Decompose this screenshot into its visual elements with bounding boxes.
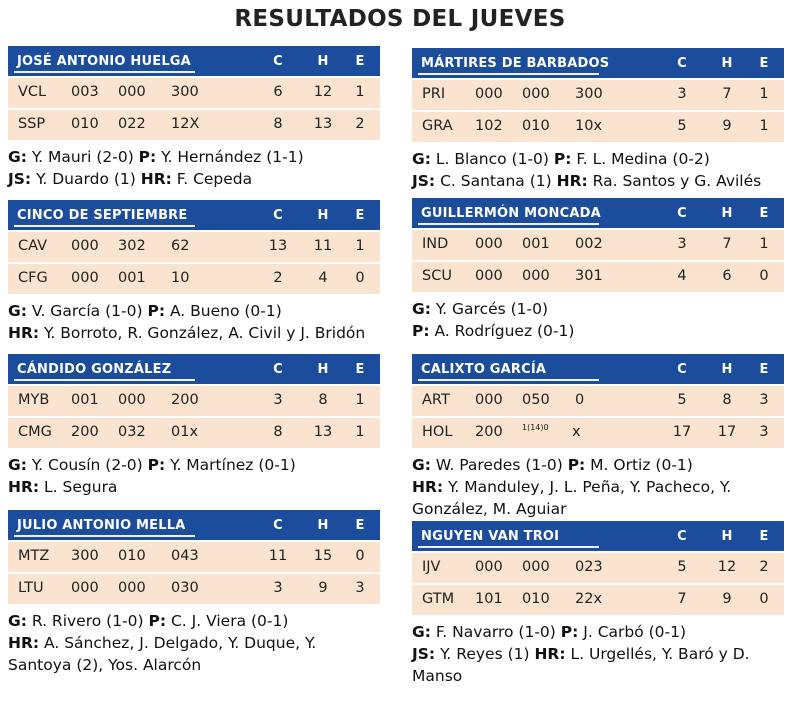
note-text: M. Ortiz (0-1)	[585, 456, 693, 474]
score-row	[412, 230, 784, 260]
errors-column-header: E	[355, 54, 365, 69]
runs-value: 13	[268, 238, 288, 254]
innings-1-3: 000	[475, 268, 503, 284]
innings-1-3: 000	[71, 238, 99, 254]
runs-value: 4	[677, 268, 687, 284]
errors-column-header: E	[355, 518, 365, 533]
errors-value: 0	[355, 548, 365, 564]
note-text: R. Rivero (1-0)	[26, 612, 149, 630]
score-row	[8, 418, 380, 448]
note-line	[8, 654, 380, 676]
note-label: G:	[8, 148, 27, 166]
note-text: J. Carbó (0-1)	[578, 623, 687, 641]
header-underline	[14, 71, 195, 73]
hits-value: 12	[313, 84, 333, 100]
note-text: Y. Hernández (1-1)	[156, 148, 304, 166]
score-row	[412, 553, 784, 583]
errors-column-header: E	[355, 208, 365, 223]
stadium-header	[412, 521, 784, 551]
note-label: G:	[8, 302, 27, 320]
note-text: A. Rodríguez (0-1)	[429, 322, 575, 340]
stadium-header	[412, 354, 784, 384]
note-label: P:	[147, 302, 166, 320]
note-text: A. Bueno (0-1)	[165, 302, 282, 320]
note-line	[8, 476, 380, 498]
innings-4-6: 000	[118, 580, 146, 596]
runs-value: 8	[273, 116, 283, 132]
innings-1-3: 000	[475, 559, 503, 575]
note-label: P:	[138, 148, 157, 166]
header-underline	[418, 73, 599, 75]
stadium-name: GUILLERMÓN MONCADA	[421, 206, 601, 221]
note-label: P:	[412, 322, 430, 340]
team-abbr: SSP	[18, 116, 46, 132]
note-line	[412, 148, 784, 170]
note-line	[412, 621, 784, 643]
errors-value: 1	[759, 236, 769, 252]
note-text: F. Navarro (1-0)	[430, 623, 561, 641]
innings-4-6: 022	[118, 116, 146, 132]
innings-7-9: 002	[575, 236, 603, 252]
header-underline	[14, 225, 195, 227]
game-notes	[412, 621, 784, 687]
team-abbr: IJV	[422, 559, 441, 575]
innings-4-6: 010	[522, 118, 550, 134]
runs-value: 5	[677, 392, 687, 408]
innings-7-9: 300	[171, 84, 199, 100]
runs-value: 3	[273, 580, 283, 596]
hits-value: 8	[318, 392, 328, 408]
stadium-name: CINCO DE SEPTIEMBRE	[17, 208, 188, 223]
note-line	[412, 643, 784, 665]
errors-value: 1	[355, 238, 365, 254]
runs-value: 5	[677, 559, 687, 575]
errors-value: 2	[355, 116, 365, 132]
innings-1-3: 000	[71, 270, 99, 286]
note-text: L. Urgellés, Y. Baró y D.	[565, 645, 750, 663]
hits-value: 17	[717, 424, 737, 440]
note-text: V. García (1-0)	[26, 302, 148, 320]
note-label: JS:	[412, 172, 436, 190]
note-line	[8, 454, 380, 476]
innings-4-6: 000	[118, 392, 146, 408]
team-abbr: CAV	[18, 238, 48, 254]
innings-4-6: 050	[522, 392, 550, 408]
stadium-name: CALIXTO GARCÍA	[421, 362, 547, 377]
errors-value: 1	[355, 84, 365, 100]
innings-4-6: 010	[118, 548, 146, 564]
game-notes	[8, 146, 380, 190]
note-text: González, M. Aguiar	[412, 500, 567, 518]
team-abbr: MTZ	[18, 548, 50, 564]
hits-value: 7	[722, 236, 732, 252]
note-line	[412, 170, 784, 192]
stadium-header	[8, 200, 380, 230]
score-row	[412, 262, 784, 292]
innings-4-6: 000	[522, 86, 550, 102]
note-line	[8, 168, 380, 190]
innings-4-6: 302	[118, 238, 146, 254]
hits-column-header: H	[317, 518, 329, 533]
innings-1-3: 200	[71, 424, 99, 440]
innings-1-3: 000	[475, 236, 503, 252]
team-abbr: VCL	[18, 84, 47, 100]
team-abbr: ART	[422, 392, 450, 408]
game-box	[412, 48, 784, 192]
innings-7-9: 62	[171, 238, 190, 254]
note-line	[412, 498, 784, 520]
note-label: HR:	[412, 478, 444, 496]
game-box	[412, 198, 784, 342]
innings-4-6: 001	[118, 270, 146, 286]
innings-superscript: 1(14)0	[522, 423, 549, 432]
note-label: G:	[8, 612, 27, 630]
innings-4-6: 001	[522, 236, 550, 252]
game-box	[8, 46, 380, 190]
note-text: W. Paredes (1-0)	[430, 456, 568, 474]
stadium-name: CÁNDIDO GONZÁLEZ	[17, 362, 172, 377]
runs-value: 3	[677, 236, 687, 252]
innings-4-6	[522, 424, 549, 440]
stadium-header	[8, 46, 380, 76]
hits-value: 7	[722, 86, 732, 102]
runs-value: 7	[677, 591, 687, 607]
note-label: HR:	[140, 170, 172, 188]
runs-value: 5	[677, 118, 687, 134]
innings-7-9: 043	[171, 548, 199, 564]
note-text: Y. Duardo (1)	[31, 170, 141, 188]
runs-column-header: C	[273, 518, 283, 533]
hits-column-header: H	[721, 206, 733, 221]
innings-7-9: 01x	[171, 424, 199, 440]
team-abbr: HOL	[422, 424, 453, 440]
runs-column-header: C	[677, 206, 687, 221]
errors-column-header: E	[355, 362, 365, 377]
runs-value: 3	[677, 86, 687, 102]
team-abbr: CMG	[18, 424, 52, 440]
innings-4-6: 000	[118, 84, 146, 100]
note-label: G:	[412, 150, 431, 168]
innings-1-3: 003	[71, 84, 99, 100]
game-notes	[412, 298, 784, 342]
innings-1-3: 010	[71, 116, 99, 132]
innings-4-6: 000	[522, 559, 550, 575]
note-label: JS:	[412, 645, 436, 663]
runs-value: 6	[273, 84, 283, 100]
team-abbr: PRI	[422, 86, 446, 102]
team-abbr: GRA	[422, 118, 453, 134]
stadium-header	[8, 510, 380, 540]
note-label: G:	[412, 623, 431, 641]
note-text: Ra. Santos y G. Avilés	[587, 172, 762, 190]
innings-1-3: 101	[475, 591, 503, 607]
score-row	[8, 542, 380, 572]
stadium-header	[412, 198, 784, 228]
hits-column-header: H	[721, 362, 733, 377]
note-label: P:	[567, 456, 586, 474]
score-row	[412, 112, 784, 142]
errors-column-header: E	[759, 529, 769, 544]
innings-4-6: 032	[118, 424, 146, 440]
innings-4-6: 000	[522, 268, 550, 284]
hits-column-header: H	[317, 208, 329, 223]
game-notes	[8, 300, 380, 344]
hits-value: 12	[717, 559, 737, 575]
team-abbr: IND	[422, 236, 449, 252]
hits-column-header: H	[317, 54, 329, 69]
innings-7-9: 22x	[575, 591, 603, 607]
hits-value: 6	[722, 268, 732, 284]
hits-value: 15	[313, 548, 333, 564]
hits-value: 13	[313, 424, 333, 440]
team-abbr: GTM	[422, 591, 455, 607]
runs-value: 11	[268, 548, 288, 564]
header-underline	[418, 223, 599, 225]
score-row	[8, 264, 380, 294]
runs-column-header: C	[677, 529, 687, 544]
note-text: L. Segura	[39, 478, 118, 496]
note-label: P:	[147, 456, 166, 474]
score-row	[8, 110, 380, 140]
score-row	[8, 386, 380, 416]
hits-column-header: H	[721, 56, 733, 71]
note-text: Y. Cousín (2-0)	[26, 456, 148, 474]
game-box	[412, 521, 784, 687]
note-text: Y. Manduley, J. L. Peña, Y. Pacheco, Y.	[443, 478, 732, 496]
page-title: RESULTADOS DEL JUEVES	[234, 6, 566, 32]
note-label: G:	[412, 300, 431, 318]
game-notes	[412, 454, 784, 520]
runs-column-header: C	[273, 54, 283, 69]
note-text: L. Blanco (1-0)	[430, 150, 554, 168]
hits-value: 4	[318, 270, 328, 286]
team-abbr: CFG	[18, 270, 48, 286]
note-line	[8, 300, 380, 322]
innings-7-9: 200	[171, 392, 199, 408]
team-abbr: MYB	[18, 392, 50, 408]
game-notes	[412, 148, 784, 192]
stadium-name: NGUYEN VAN TROI	[421, 529, 560, 544]
note-line	[8, 146, 380, 168]
game-notes	[8, 454, 380, 498]
team-abbr: LTU	[18, 580, 44, 596]
errors-value: 0	[355, 270, 365, 286]
errors-value: 2	[759, 559, 769, 575]
runs-column-header: C	[273, 208, 283, 223]
note-label: HR:	[534, 645, 566, 663]
note-label: HR:	[556, 172, 588, 190]
game-box	[8, 200, 380, 344]
note-label: HR:	[8, 634, 40, 652]
header-underline	[14, 379, 195, 381]
header-underline	[14, 535, 195, 537]
score-row	[8, 232, 380, 262]
note-line	[412, 476, 784, 498]
note-line	[8, 322, 380, 344]
innings-7-9: 10	[171, 270, 190, 286]
note-text: Y. Martínez (0-1)	[165, 456, 296, 474]
note-text: Y. Mauri (2-0)	[26, 148, 139, 166]
note-line	[8, 610, 380, 632]
score-row	[8, 78, 380, 108]
errors-value: 3	[759, 392, 769, 408]
note-label: G:	[8, 456, 27, 474]
innings-4-6: 010	[522, 591, 550, 607]
innings-7-9: x	[572, 424, 581, 440]
note-text: Manso	[412, 667, 463, 685]
innings-1-3: 001	[71, 392, 99, 408]
note-label: G:	[412, 456, 431, 474]
runs-column-header: C	[273, 362, 283, 377]
game-notes	[8, 610, 380, 676]
errors-value: 3	[355, 580, 365, 596]
game-box	[8, 510, 380, 676]
hits-column-header: H	[721, 529, 733, 544]
note-text: C. J. Viera (0-1)	[166, 612, 289, 630]
note-text: C. Santana (1)	[435, 172, 557, 190]
note-text: Y. Borroto, R. González, A. Civil y J. Bridón	[39, 324, 366, 342]
runs-value: 2	[273, 270, 283, 286]
runs-value: 8	[273, 424, 283, 440]
runs-column-header: C	[677, 362, 687, 377]
note-line	[8, 632, 380, 654]
team-abbr: SCU	[422, 268, 452, 284]
stadium-name: JULIO ANTONIO MELLA	[17, 518, 186, 533]
hits-value: 9	[318, 580, 328, 596]
innings-1-3: 000	[475, 86, 503, 102]
note-text: F. L. Medina (0-2)	[571, 150, 710, 168]
innings-7-9: 12X	[171, 116, 200, 132]
hits-value: 11	[313, 238, 333, 254]
errors-value: 0	[759, 591, 769, 607]
stadium-name: MÁRTIRES DE BARBADOS	[421, 56, 610, 71]
innings-1-3: 102	[475, 118, 503, 134]
header-underline	[418, 379, 599, 381]
note-line	[412, 298, 784, 320]
game-box	[412, 354, 784, 520]
note-text: F. Cepeda	[171, 170, 253, 188]
score-row	[412, 418, 784, 448]
score-row	[412, 80, 784, 110]
note-label: HR:	[8, 478, 40, 496]
innings-7-9: 0	[575, 392, 585, 408]
runs-value: 3	[273, 392, 283, 408]
stadium-name: JOSÉ ANTONIO HUELGA	[17, 54, 191, 69]
errors-column-header: E	[759, 362, 769, 377]
note-text: Y. Reyes (1)	[435, 645, 535, 663]
innings-7-9: 10x	[575, 118, 603, 134]
innings-7-9: 300	[575, 86, 603, 102]
header-underline	[418, 546, 599, 548]
errors-value: 1	[759, 118, 769, 134]
hits-value: 13	[313, 116, 333, 132]
note-label: JS:	[8, 170, 32, 188]
stadium-header	[8, 354, 380, 384]
note-label: HR:	[8, 324, 40, 342]
errors-value: 1	[355, 424, 365, 440]
hits-value: 9	[722, 118, 732, 134]
note-line	[412, 454, 784, 476]
hits-value: 9	[722, 591, 732, 607]
note-text: A. Sánchez, J. Delgado, Y. Duque, Y.	[39, 634, 317, 652]
runs-column-header: C	[677, 56, 687, 71]
innings-1-3: 000	[71, 580, 99, 596]
hits-column-header: H	[317, 362, 329, 377]
innings-7-9: 030	[171, 580, 199, 596]
errors-value: 1	[759, 86, 769, 102]
game-box	[8, 354, 380, 498]
note-line	[412, 665, 784, 687]
innings-7-9: 301	[575, 268, 603, 284]
errors-value: 3	[759, 424, 769, 440]
note-line	[412, 320, 784, 342]
note-text: Santoya (2), Yos. Alarcón	[8, 656, 202, 674]
errors-column-header: E	[759, 56, 769, 71]
runs-value: 17	[672, 424, 692, 440]
innings-1-3: 200	[475, 424, 503, 440]
innings-1-3: 000	[475, 392, 503, 408]
stadium-header	[412, 48, 784, 78]
errors-column-header: E	[759, 206, 769, 221]
innings-1-3: 300	[71, 548, 99, 564]
note-label: P:	[560, 623, 579, 641]
score-row	[412, 585, 784, 615]
errors-value: 0	[759, 268, 769, 284]
note-label: P:	[553, 150, 572, 168]
hits-value: 8	[722, 392, 732, 408]
errors-value: 1	[355, 392, 365, 408]
note-text: Y. Garcés (1-0)	[430, 300, 549, 318]
score-row	[412, 386, 784, 416]
innings-7-9: 023	[575, 559, 603, 575]
note-label: P:	[148, 612, 167, 630]
score-row	[8, 574, 380, 604]
